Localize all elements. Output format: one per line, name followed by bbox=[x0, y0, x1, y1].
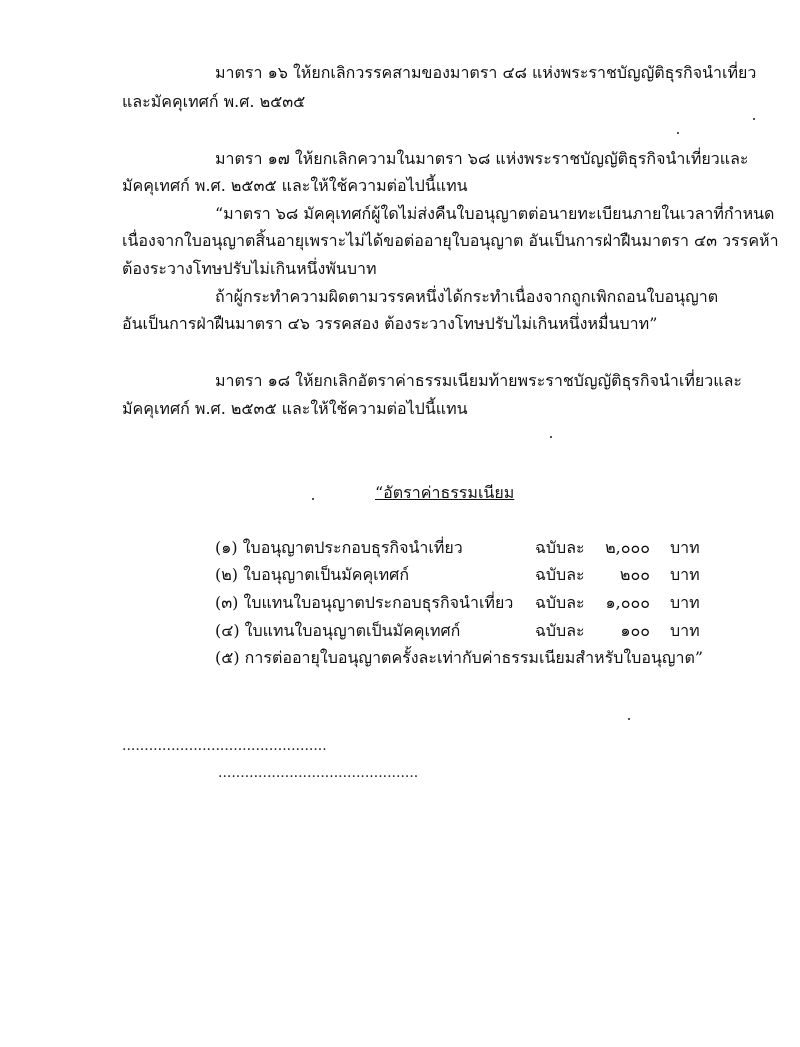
section17-quote-line4: ถ้าผู้กระทำความผิดตามวรรคหนึ่งได้กระทำเนื่องจากถูกเพิกถอนใบอนุญาต bbox=[215, 287, 719, 306]
section17-quote-line1: “มาตรา ๖๘ มัคคุเทศก์ผู้ใดไม่ส่งคืนใบอนุญาตต่อนายทะเบียนภายในเวลาที่กำหนด bbox=[215, 204, 775, 223]
fee-row bbox=[215, 564, 700, 586]
fee-unit: บาท bbox=[670, 593, 700, 612]
fee-item: (๔) ใบแทนใบอนุญาตเป็นมัคคุเทศก์ bbox=[215, 621, 461, 640]
signature-dotted-line: .............................................. bbox=[122, 738, 327, 754]
section16-line1: มาตรา ๑๖ ให้ยกเลิกวรรคสามของมาตรา ๔๘ แห่งพระราชบัญญัติธุรกิจนำเที่ยว bbox=[215, 63, 757, 82]
fee-unit: บาท bbox=[670, 538, 700, 557]
fee-item: (๑) ใบอนุญาตประกอบธุรกิจนำเที่ยว bbox=[215, 538, 463, 557]
signature-dotted-line: ............................................. bbox=[218, 765, 419, 781]
section18-line2: มัคคุเทศก์ พ.ศ. ๒๕๓๕ และให้ใช้ความต่อไปนี้แทน bbox=[122, 399, 468, 418]
section17-line2: มัคคุเทศก์ พ.ศ. ๒๕๓๕ และให้ใช้ความต่อไปนี้แทน bbox=[122, 176, 468, 195]
fee-per: ฉบับละ bbox=[535, 621, 585, 640]
fee-per: ฉบับละ bbox=[535, 538, 585, 557]
section17-quote-line3: ต้องระวางโทษปรับไม่เกินหนึ่งพันบาท bbox=[122, 259, 377, 278]
section18-line1: มาตรา ๑๘ ให้ยกเลิกอัตราค่าธรรมเนียมท้ายพระราชบัญญัติธุรกิจนำเที่ยวและ bbox=[215, 371, 742, 390]
scan-speck bbox=[628, 718, 630, 720]
fee-item: (๒) ใบอนุญาตเป็นมัคคุเทศก์ bbox=[215, 565, 410, 584]
scan-speck bbox=[753, 118, 755, 120]
fee-row bbox=[215, 537, 700, 559]
fee-row bbox=[215, 620, 700, 642]
fee-unit: บาท bbox=[670, 621, 700, 640]
fee-row bbox=[215, 592, 700, 614]
section16-line2: และมัคคุเทศก์ พ.ศ. ๒๕๓๕ bbox=[122, 92, 306, 111]
section17-quote-line5: อันเป็นการฝ่าฝืนมาตรา ๔๖ วรรคสอง ต้องระวางโทษปรับไม่เกินหนึ่งหมื่นบาท” bbox=[122, 314, 658, 333]
scan-speck bbox=[312, 498, 314, 500]
fee-amount: ๑,๐๐๐ bbox=[605, 593, 650, 612]
section17-line1: มาตรา ๑๗ ให้ยกเลิกความในมาตรา ๖๘ แห่งพระราชบัญญัติธุรกิจนำเที่ยวและ bbox=[215, 149, 749, 168]
fee-schedule-heading: “อัตราค่าธรรมเนียม bbox=[375, 483, 515, 502]
fee-amount: ๒๐๐ bbox=[619, 565, 650, 584]
scan-speck bbox=[677, 132, 679, 134]
fee-per: ฉบับละ bbox=[535, 593, 585, 612]
fee-unit: บาท bbox=[670, 565, 700, 584]
fee-per: ฉบับละ bbox=[535, 565, 585, 584]
scan-speck bbox=[550, 436, 552, 438]
fee-amount: ๑๐๐ bbox=[620, 621, 650, 640]
fee-item: (๓) ใบแทนใบอนุญาตประกอบธุรกิจนำเที่ยว bbox=[215, 593, 514, 612]
section17-quote-line2: เนื่องจากใบอนุญาตสิ้นอายุเพราะไม่ได้ขอต่ออายุใบอนุญาต อันเป็นการฝ่าฝืนมาตรา ๔๓ วรรคห้า bbox=[122, 231, 779, 250]
fee-amount: ๒,๐๐๐ bbox=[605, 538, 650, 557]
fee-closing-line: (๕) การต่ออายุใบอนุญาตครั้งละเท่ากับค่าธรรมเนียมสำหรับใบอนุญาต” bbox=[215, 648, 704, 667]
